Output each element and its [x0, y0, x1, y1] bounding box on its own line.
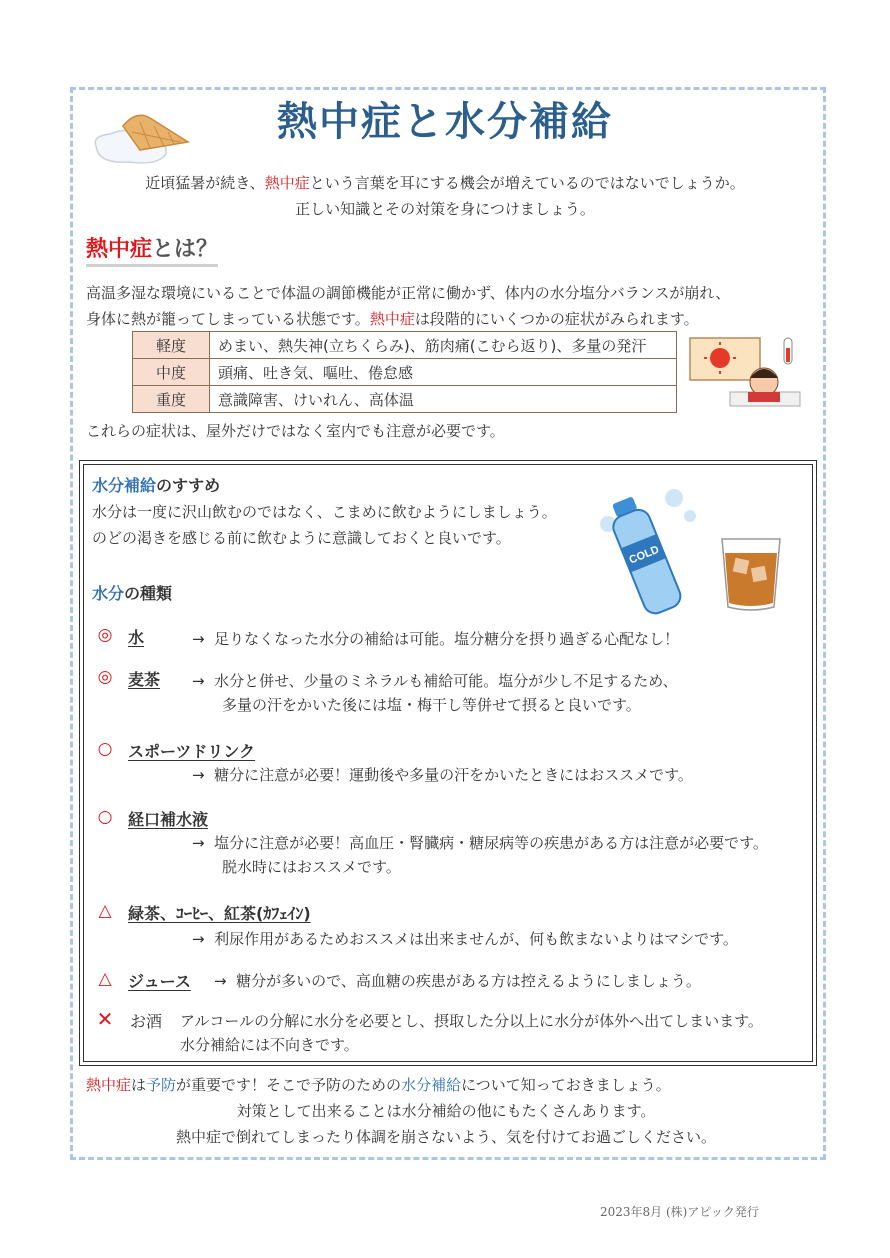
drink-name: 水 [128, 628, 145, 647]
box-heading-1: 水分補給のすすめ [92, 476, 221, 495]
box-text-line-1: 水分は一度に沢山飲むのではなく、こまめに飲むようにしましょう。 [92, 503, 557, 521]
barley-tea-icon [716, 533, 786, 613]
drink-name: スポーツドリンク [128, 742, 256, 761]
drink-name: お酒 [130, 1012, 163, 1031]
drink-description: → 糖分が多いので、高血糖の疾患がある方は控えるようにしましょう。 [214, 972, 701, 990]
paragraph-line-2: 身体に熱が籠ってしまっている状態です。熱中症は段階的にいくつかの症状がみられます。 [86, 310, 699, 328]
rating-mark: ◎ [97, 667, 113, 687]
rating-mark: △ [98, 901, 112, 921]
drink-description: → 塩分に注意が必要！高血圧・腎臓病・糖尿病等の疾患がある方は注意が必要です。 脱水時にはおススメです。 [192, 834, 768, 876]
footer [86, 1072, 806, 1150]
rating-mark: ◎ [97, 625, 113, 645]
rating-mark: △ [98, 969, 112, 989]
heatstroke-person-icon [686, 330, 806, 414]
table-row [133, 386, 677, 413]
rating-mark: ✕ [96, 1007, 114, 1031]
paragraph-line-1: 高温多湿な環境にいることで体温の調節機能が正常に働かず、体内の水分塩分バランスが崩れ、 [86, 284, 731, 302]
intro [90, 170, 800, 222]
drink-description: アルコールの分解に水分を必要とし、摂取した分以上に水分が体外へ出てしまいます。 水分補給には不向きです。 [180, 1012, 763, 1054]
severity-symptoms: 頭痛、吐き気、嘔吐、倦怠感 [210, 359, 677, 386]
drink-name: 経口補水液 [128, 810, 209, 829]
footer-line-1: 熱中症は予防が重要です！そこで予防のための水分補給について知っておきましょう。 [86, 1076, 671, 1094]
footer-line-3: 熱中症で倒れてしまったり体調を崩さないよう、気を付けてお過ごしください。 [175, 1128, 716, 1146]
drink-name: 緑茶、ｺｰﾋｰ、紅茶(ｶﾌｪｲﾝ) [128, 904, 311, 923]
bottle-label: COLD [627, 543, 661, 567]
drink-description: → 水分と併せ、少量のミネラルも補給可能。塩分が少し不足するため、 多量の汗をかいた後には塩・梅干し等併せて摂ると良いです。 [192, 672, 678, 714]
intro-line-2: 正しい知識とその対策を身につけましょう。 [295, 200, 595, 218]
severity-level: 軽度 [133, 332, 210, 359]
table-row [133, 332, 677, 359]
rating-mark: ○ [97, 739, 113, 759]
hydration-box [79, 460, 817, 1066]
section-heading: 熱中症とは？ [86, 232, 218, 267]
severity-symptoms: めまい、熱失神(立ちくらみ)、筋肉痛(こむら返り)、多量の発汗 [210, 332, 677, 359]
severity-table [132, 331, 677, 413]
water-bottle-icon [590, 486, 700, 616]
page-title: 熱中症と水分補給 [277, 99, 613, 145]
drink-description: → 利尿作用があるためおススメは出来ませんが、何も飲まないよりはマシです。 [192, 930, 738, 948]
severity-level: 重度 [133, 386, 210, 413]
drink-name: ジュース [128, 972, 191, 991]
after-table-note: これらの症状は、屋外だけではなく室内でも注意が必要です。 [86, 422, 505, 440]
severity-level: 中度 [133, 359, 210, 386]
drink-name: 麦茶 [128, 670, 161, 689]
table-row [133, 359, 677, 386]
severity-symptoms: 意識障害、けいれん、高体温 [210, 386, 677, 413]
intro-line-1: 近頃猛暑が続き、熱中症という言葉を耳にする機会が増えているのではないでしょうか。 [145, 174, 745, 192]
box-heading-2: 水分の種類 [92, 584, 173, 603]
footer-line-2: 対策として出来ることは水分補給の他にもたくさんあります。 [236, 1102, 656, 1120]
section-paragraph [86, 280, 806, 332]
rating-mark: ○ [97, 807, 113, 827]
drink-description: → 糖分に注意が必要！運動後や多量の汗をかいたときにはおススメです。 [192, 766, 693, 784]
box-text [92, 499, 612, 551]
publisher-credit: 2023年8月 (株)アピック発行 [600, 1205, 759, 1219]
drink-description: → 足りなくなった水分の補給は可能。塩分糖分を摂り過ぎる心配なし！ [192, 630, 680, 648]
box-text-line-2: のどの渇きを感じる前に飲むように意識しておくと良いです。 [92, 529, 511, 547]
